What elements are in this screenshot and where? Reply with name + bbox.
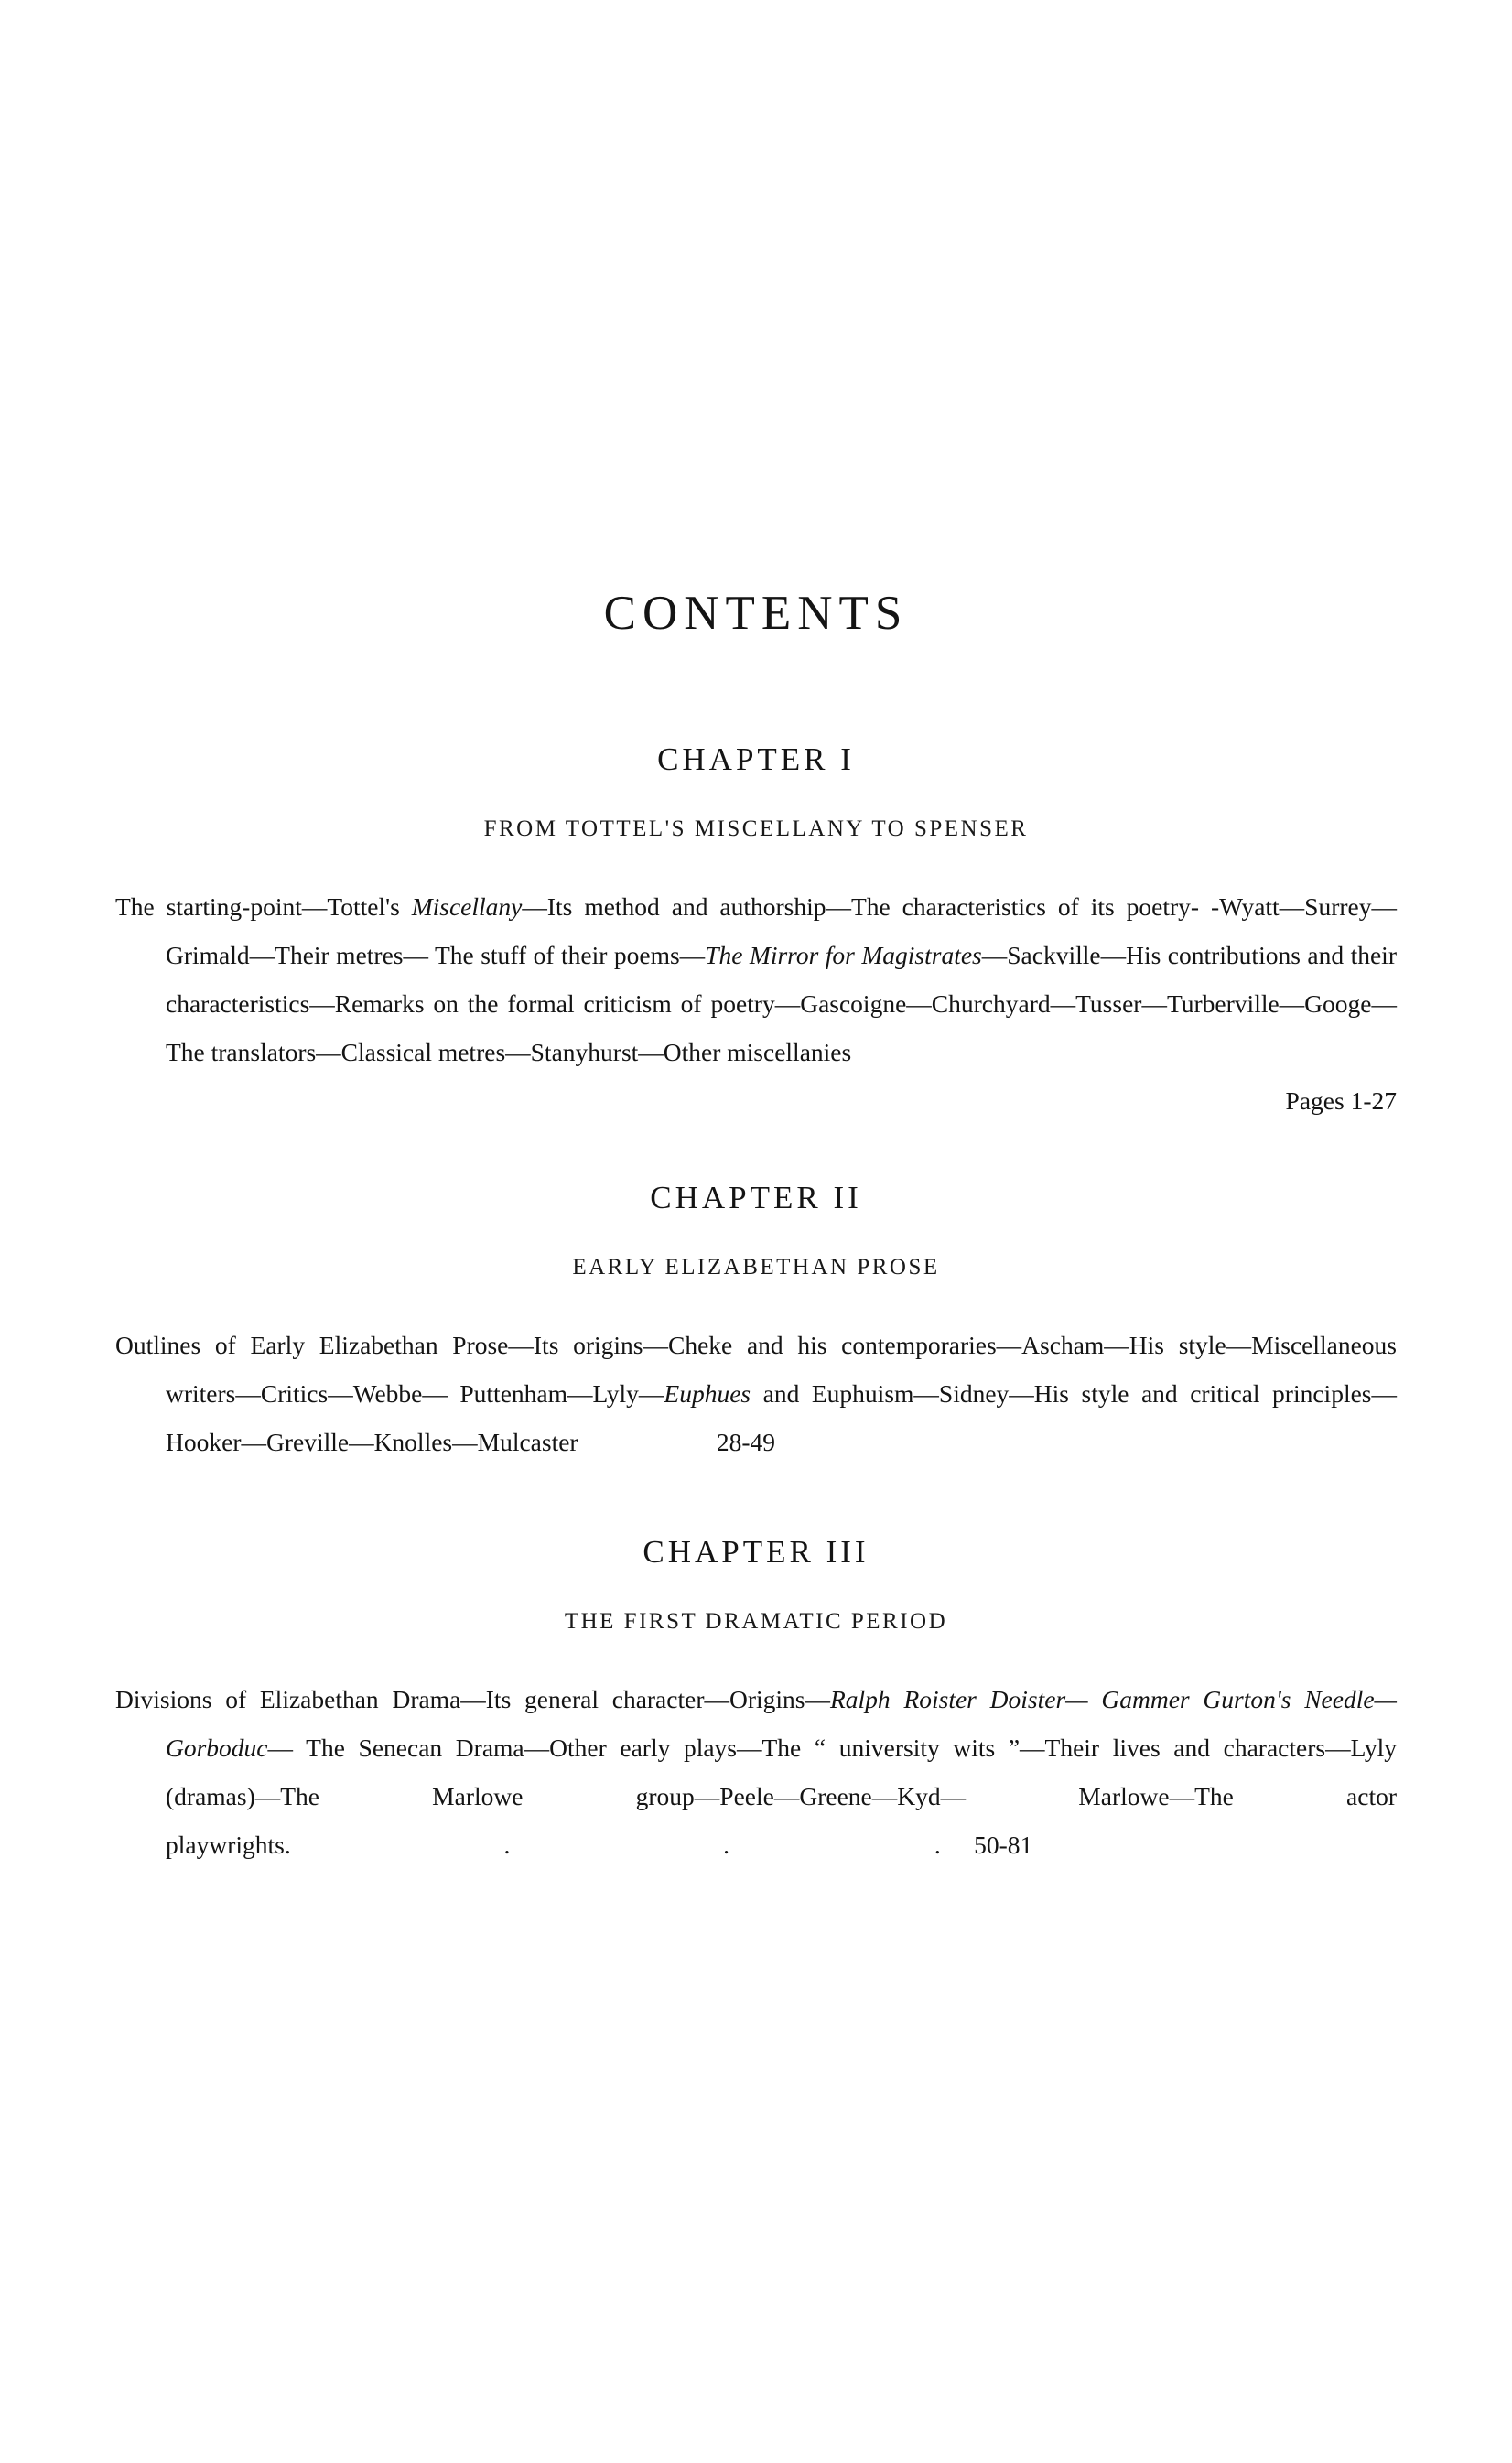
chapter-pages-3-label: 50-81 [974,1831,1033,1859]
chapter-description-2 [115,1321,1397,1466]
leader-dots-3: . . . . [284,1831,943,1859]
chapter-pages-2 [578,1428,775,1456]
chapter-pages-1: Pages 1-27 [1285,1086,1397,1115]
chapter-subtitle-2: EARLY ELIZABETHAN PROSE [572,1255,940,1280]
chapter-pages-2-label: 28-49 [716,1428,776,1456]
chapter-entry-2 [0,1180,1512,1466]
chapter-heading-3: CHAPTER III [643,1534,869,1570]
chapter-heading-1: CHAPTER I [657,741,855,777]
chapter-pages-3 [943,1831,1033,1859]
chapter-description-2-text: Outlines of Early Elizabethan Prose—Its origins—Cheke and his contemporaries—Ascham—His style—Miscellaneous writers—Critics—Webbe— Puttenham—Lyly—Euphues and Euphuism—Sidney—His style and critical principles—Hooker—Greville—Knolles—Mulcaster [115,1331,1397,1456]
chapter-description-3 [115,1675,1397,1869]
chapter-entry-3 [0,1534,1512,1869]
contents-body [0,586,1512,1869]
chapter-heading-2: CHAPTER II [650,1180,862,1215]
chapter-description-3-text: Divisions of Elizabethan Drama—Its general character—Origins—Ralph Roister Doister— Gammer Gurton's Needle— Gorboduc— The Senecan Drama—Other early plays—The “ university wits ”—Their lives and characters—Lyly (dramas)—The Marlowe group—Peele—Greene—Kyd— Marlowe—The actor playwrights [115,1685,1398,1859]
chapter-entry-1 [0,741,1512,1125]
page-title: CONTENTS [603,587,909,640]
chapter-description-1: The starting-point—Tottel's Miscellany—Its method and authorship—The characteristics of its poetry- -Wyatt—Surrey—Grimald—Their metres— The stuff of their poems—The Mirror for Magistrates—Sackville—His contributions and their characteristics—Remarks on the formal criticism of poetry—Gascoigne—Churchyard—Tusser—Turberville—Googe—The translators—Classical metres—Stanyhurst—Other miscellanies [115,892,1397,1066]
chapter-subtitle-3: THE FIRST DRAMATIC PERIOD [564,1609,948,1634]
chapter-subtitle-1: FROM TOTTEL'S MISCELLANY TO SPENSER [483,816,1029,841]
